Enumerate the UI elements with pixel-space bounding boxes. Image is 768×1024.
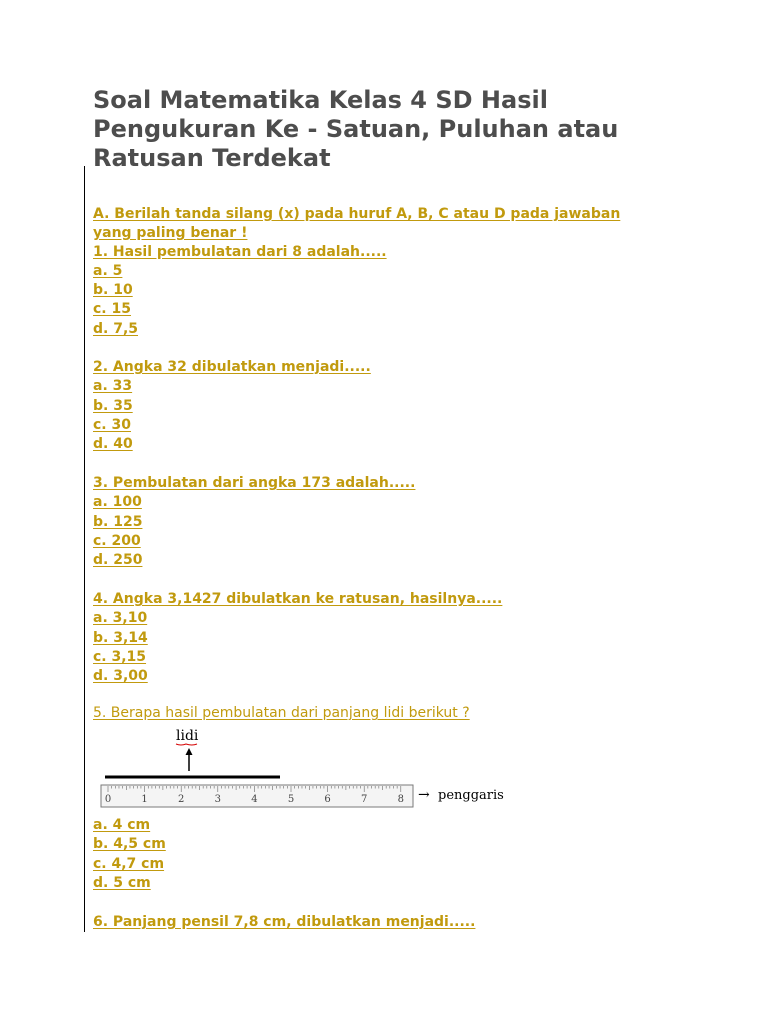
option-4c: c. 3,15 <box>93 649 147 665</box>
option-1b: b. 10 <box>93 282 133 298</box>
ruler-number: 3 <box>214 794 221 805</box>
option-3b: b. 125 <box>93 514 143 530</box>
instruction-line-1: A. Berilah tanda silang (x) pada huruf A, B, C atau D pada jawaban <box>93 206 621 222</box>
option-2a: a. 33 <box>93 378 133 394</box>
option-2b: b. 35 <box>93 398 133 414</box>
option-5d: d. 5 cm <box>93 875 151 891</box>
ruler-number: 4 <box>251 794 258 805</box>
ruler-number: 1 <box>141 794 148 805</box>
question-3: 3. Pembulatan dari angka 173 adalah..... <box>93 475 416 491</box>
ruler-number: 5 <box>287 794 295 805</box>
left-border-line <box>84 166 85 932</box>
question-1: 1. Hasil pembulatan dari 8 adalah..... <box>93 244 387 260</box>
question-2: 2. Angka 32 dibulatkan menjadi..... <box>93 359 371 375</box>
option-3a: a. 100 <box>93 494 142 510</box>
option-2c: c. 30 <box>93 417 131 433</box>
spellcheck-underline <box>176 744 197 745</box>
instruction-line-2: yang paling benar ! <box>93 225 248 241</box>
ruler-number: 0 <box>104 794 112 805</box>
ruler-label: penggaris <box>438 788 504 803</box>
ruler-number: 6 <box>324 794 331 805</box>
up-arrow-head-icon <box>186 748 193 755</box>
ruler-number: 7 <box>361 794 368 805</box>
ruler-number: 8 <box>397 794 404 805</box>
option-5c: c. 4,7 cm <box>93 856 165 872</box>
option-2d: d. 40 <box>93 436 133 452</box>
question-6: 6. Panjang pensil 7,8 cm, dibulatkan menjadi..... <box>93 914 476 930</box>
arrow-right-icon: → <box>418 787 430 803</box>
stick-label: lidi <box>176 728 199 744</box>
option-4d: d. 3,00 <box>93 668 148 684</box>
option-5b: b. 4,5 cm <box>93 836 166 852</box>
option-4a: a. 3,10 <box>93 610 148 626</box>
option-1d: d. 7,5 <box>93 321 139 337</box>
option-3c: c. 200 <box>93 533 141 549</box>
option-5a: a. 4 cm <box>93 817 151 833</box>
option-3d: d. 250 <box>93 552 143 568</box>
option-4b: b. 3,14 <box>93 630 148 646</box>
option-1a: a. 5 <box>93 263 123 279</box>
ruler-figure <box>100 724 520 810</box>
page-title: Soal Matematika Kelas 4 SD Hasil Pengukuran Ke - Satuan, Puluhan atau Ratusan Terdekat <box>93 86 619 172</box>
option-1c: c. 15 <box>93 301 131 317</box>
question-4: 4. Angka 3,1427 dibulatkan ke ratusan, hasilnya..... <box>93 591 503 607</box>
question-5: 5. Berapa hasil pembulatan dari panjang lidi berikut ? <box>93 705 470 721</box>
ruler-number: 2 <box>178 794 185 805</box>
